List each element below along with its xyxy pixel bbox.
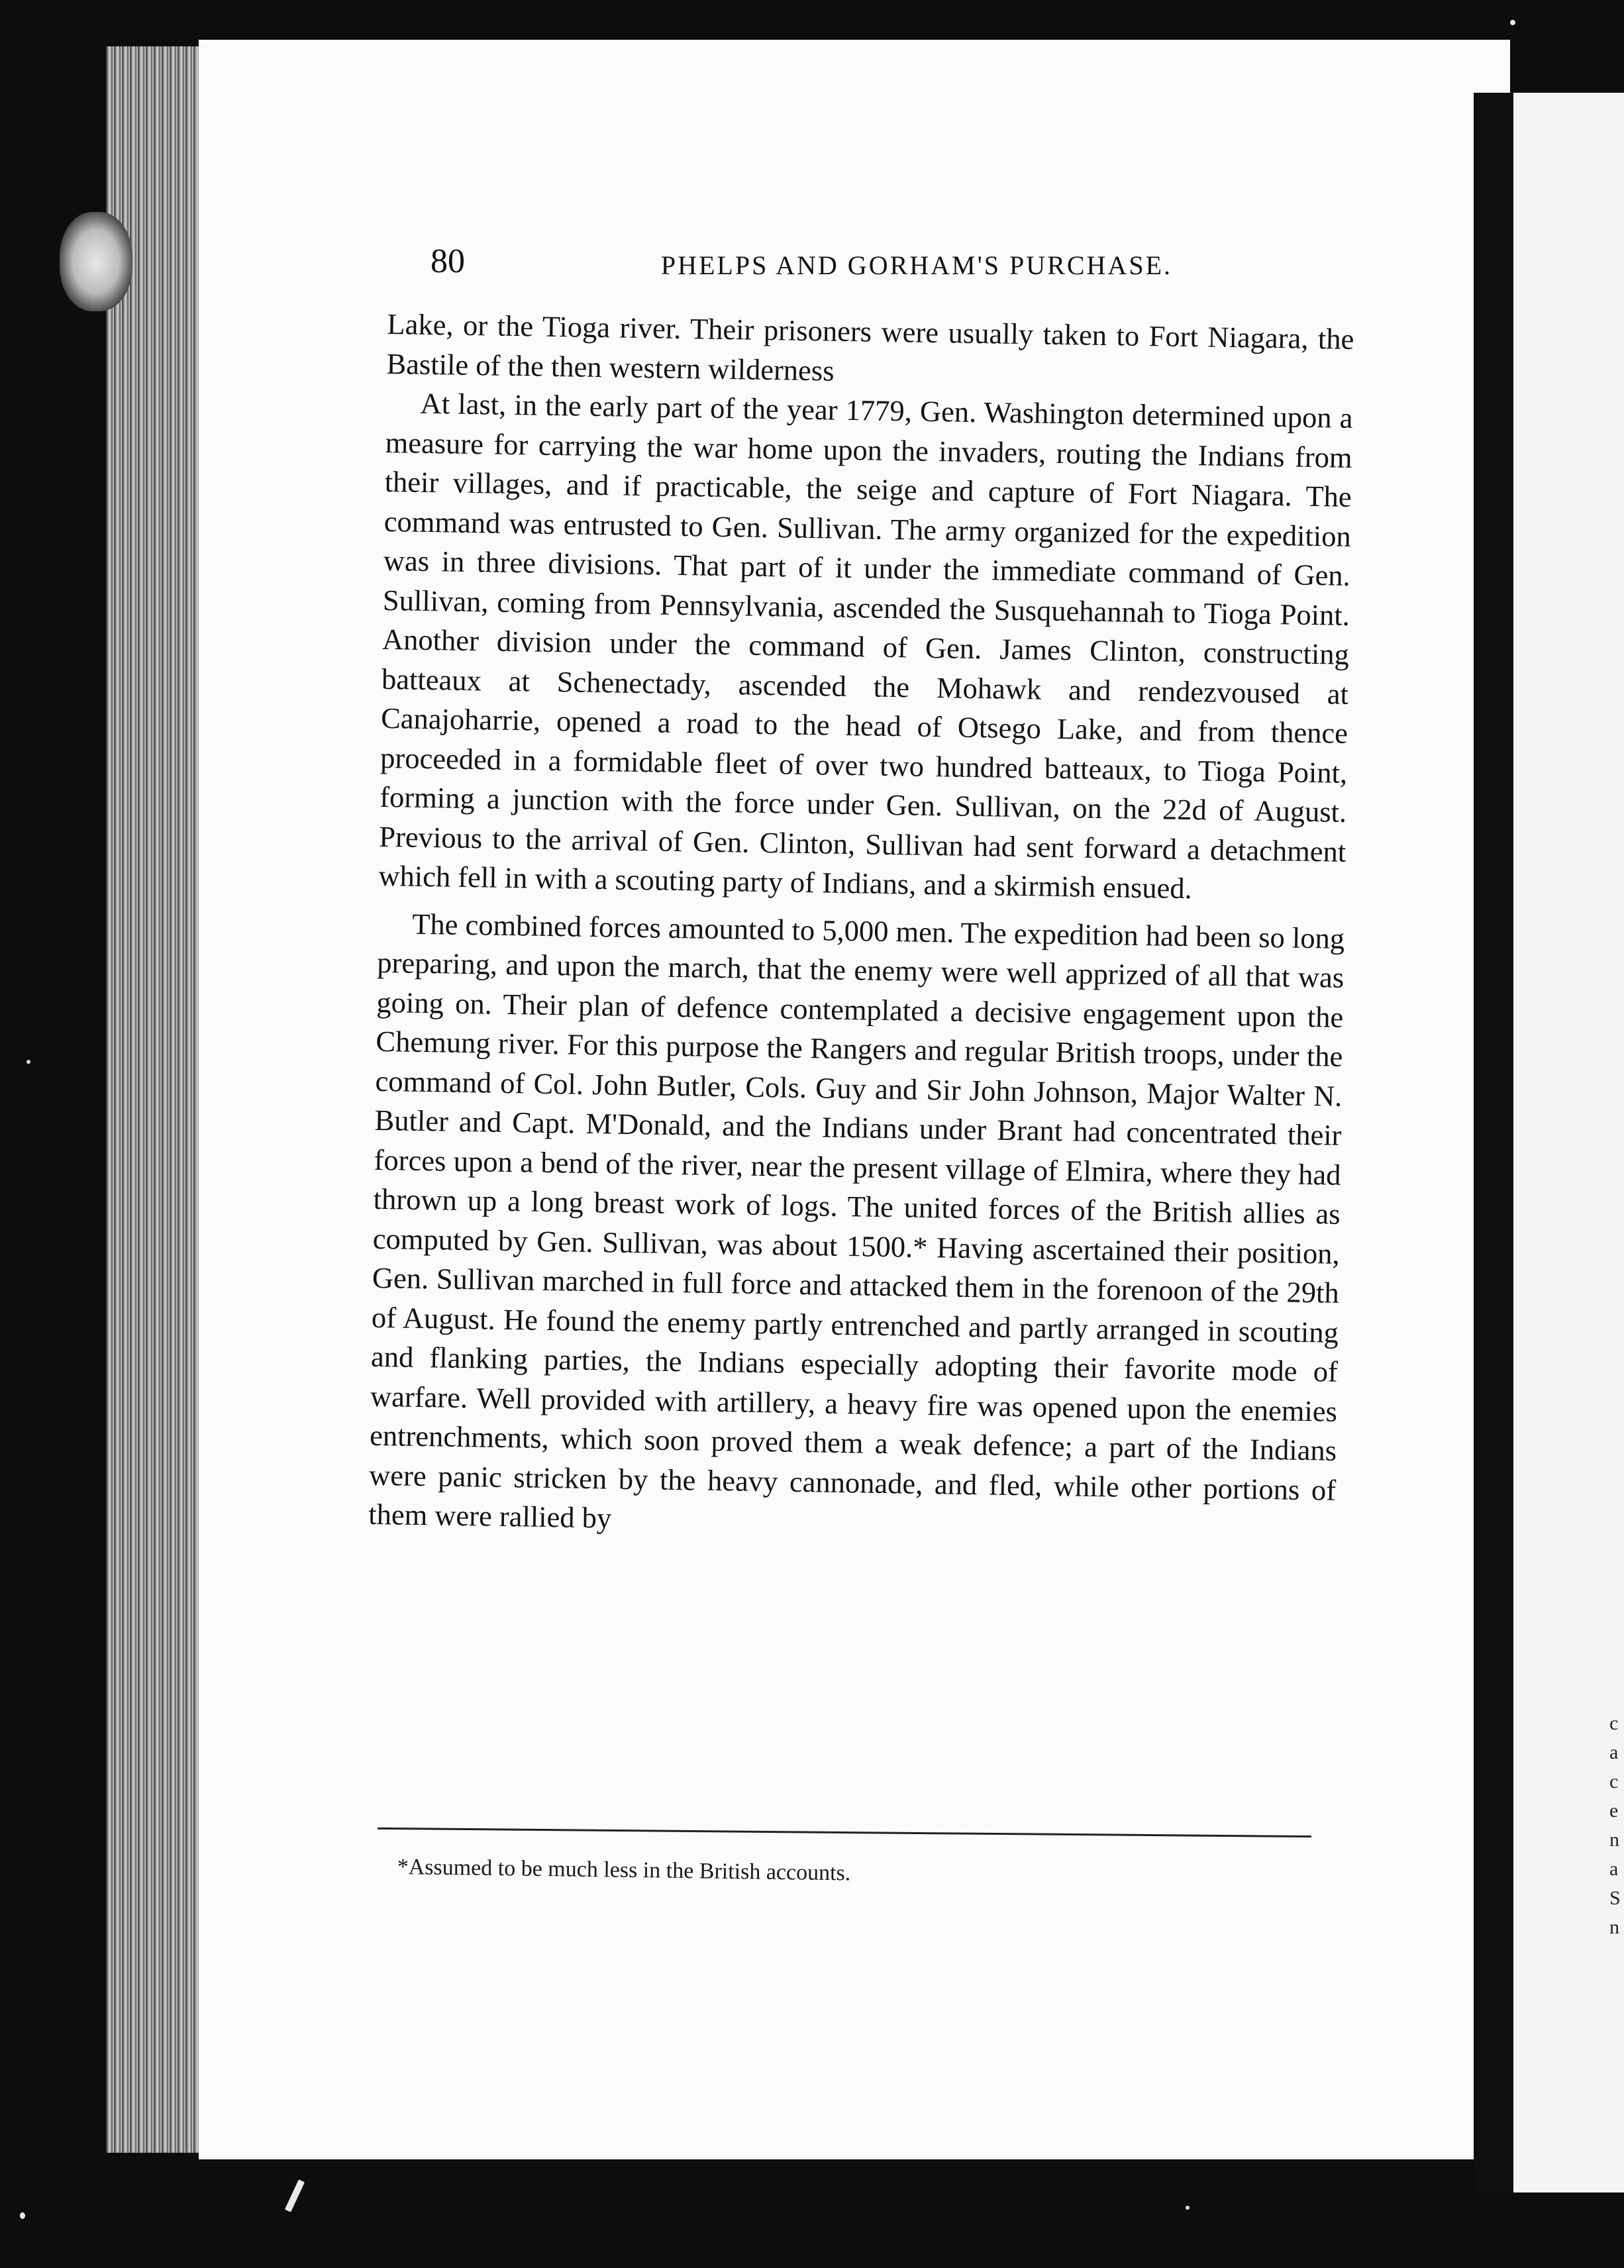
book-fore-edge: [106, 46, 205, 2153]
page-gutter: [1474, 93, 1513, 2192]
body-text: [368, 305, 1354, 1549]
margin-letter: a: [1609, 1741, 1619, 1763]
paragraph-1: Lake, or the Tioga river. Their prisoners were usually taken to Fort Niagara, the Bastile of the then western wilderness: [386, 307, 1354, 387]
scan-speck: [26, 1060, 30, 1064]
scan-speck: [1510, 20, 1515, 25]
margin-letter: e: [1609, 1800, 1619, 1822]
paragraph-3: The combined forces amounted to 5,000 men. The expedition had been so long preparing, and upon the march, that the enemy were well apprized of all that was going on. Their plan of defence contemplated a decisive engagement upon the Chemung river. For this purpose the Rangers and regular British troops, under the command of Col. John Butler, Cols. Guy and Sir John Johnson, Major Walter N. Butler and Capt. M'Donald, and the Indians under Brant had concentrated their forces upon a bend of the river, near the present village of Elmira, where they had thrown up a long breast work of logs. The united forces of the British allies as computed by Gen. Sullivan, was about 1500.* Having ascertained their position, Gen. Sullivan marched in full force and attacked them in the forenoon of the 29th of August. He found the enemy partly entrenched and partly arranged in scouting and flanking parties, the Indians especially adopting their favorite mode of warfare. Well provided with artillery, a heavy fire was opened upon the enemies entrenchments, which soon proved them a weak defence; a part of the Indians were panic stricken by the heavy cannonade, and fled, while other portions of them were rallied by: [368, 907, 1345, 1535]
margin-letter: c: [1609, 1771, 1619, 1792]
paper-stain: [60, 212, 132, 311]
margin-letter: n: [1609, 1916, 1619, 1938]
scan-speck: [20, 2212, 25, 2219]
scan-speck: [285, 2179, 305, 2212]
adjacent-page-letters: [1609, 1709, 1624, 1942]
margin-letter: a: [1609, 1858, 1619, 1880]
footnote: *Assumed to be much less in the British accounts.: [397, 1855, 851, 1886]
margin-letter: c: [1609, 1712, 1619, 1734]
running-title: PHELPS AND GORHAM'S PURCHASE.: [660, 250, 1172, 280]
page-number: 80: [431, 242, 465, 280]
adjacent-page-edge: [1513, 93, 1624, 2192]
page-header: [431, 242, 1172, 288]
paragraph-2: At last, in the early part of the year 1779, Gen. Washington determined upon a measure for carrying the war home upon the invaders, routing the Indians from their villages, and if practicable, the seige and capture of Fort Niagara. The command was entrusted to Gen. Sullivan. The army organized for the expedition was in three divisions. That part of it under the immediate command of Gen. Sullivan, coming from Pennsylvania, ascended the Susquehannah to Tioga Point. Another division under the command of Gen. James Clinton, constructing batteaux at Schenectady, ascended the Mohawk and rendezvoused at Canajoharrie, opened a road to the head of Otsego Lake, and from thence proceeded in a formidable fleet of over two hundred batteaux, to Tioga Point, forming a junction with the force under Gen. Sullivan, on the 22d of August. Previous to the arrival of Gen. Clinton, Sullivan had sent forward a detachment which fell in with a scouting party of Indians, and a skirmish ensued.: [378, 386, 1353, 905]
margin-letter: S: [1609, 1887, 1621, 1909]
margin-letter: n: [1609, 1829, 1619, 1851]
scan-speck: [1186, 2206, 1190, 2210]
